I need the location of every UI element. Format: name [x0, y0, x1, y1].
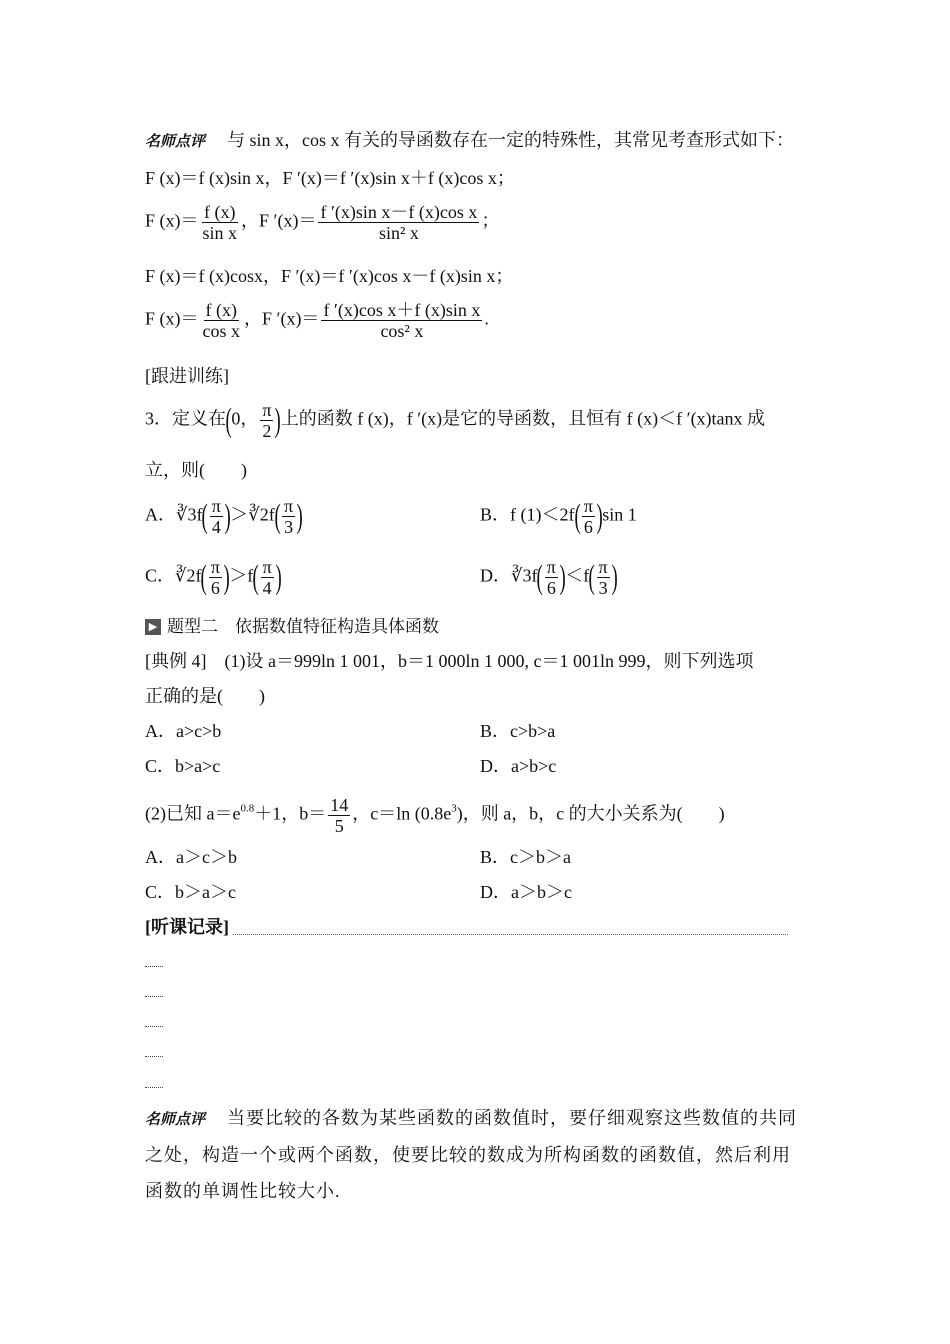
ex4-2-option-b: B．c＞b＞a — [480, 847, 571, 867]
ex4-option-c: C．b>a>c — [145, 756, 221, 776]
question-3-line2: 立，则( ) — [145, 460, 247, 480]
fraction: $\frac{\text{f ′(x)sin x－f (x)cos x}}{\text{sin² x}}$ — [320, 202, 478, 243]
formula-3: F (x)＝f (x)cosx，F ′(x)＝f ′(x)cos x－f (x)sin x； — [145, 266, 514, 286]
option-d: D．∛3f( $\frac{\pi}{6}$ )＜f( $\frac{\pi}{3}$ ) — [480, 557, 618, 598]
notes-heading: [听课记录] — [145, 917, 229, 937]
fraction: $\frac{\pi}{2}$ — [262, 400, 272, 441]
note1-header — [145, 128, 794, 153]
notes-rule — [233, 934, 788, 935]
option-b: B．f (1)＜2f( $\frac{\pi}{6}$ )sin 1 — [480, 496, 637, 537]
question-3: 3．定义在(0， $\frac{\pi}{2}$ )上的函数 f (x)，f ′(x)是它的导函数，且恒有 f (x)＜f ′(x)tanx 成 — [145, 400, 766, 441]
formula-2: F (x)＝ $\frac{f (x)}{\text{sin x}}$ ，F ′(x)＝ $\frac{\text{f ′(x)sin x－f (x)cos x}}{\text{sin² x}}$ ； — [145, 202, 500, 243]
notes-line — [145, 1056, 163, 1057]
ex4-option-b: B．c>b>a — [480, 721, 556, 741]
option-c: C．∛2f( $\frac{\pi}{6}$ )＞f( $\frac{\pi}{4}$ ) — [145, 557, 282, 598]
option-a: A．∛3f( $\frac{\pi}{4}$ )＞∛2f( $\frac{\pi}{3}$ ) — [145, 496, 303, 537]
example-4-line2: 正确的是( ) — [145, 686, 265, 706]
ex4-option-d: D．a>b>c — [480, 756, 557, 776]
practice-heading: [跟进训练] — [145, 366, 229, 386]
formula-4: F (x)＝ $\frac{f (x)}{\text{cos x}}$ ，F ′(x)＝ $\frac{\text{f ′(x)cos x＋f (x)sin x}}{\text{cos² x}}$ . — [145, 300, 489, 341]
fraction: $\frac{\text{f ′(x)cos x＋f (x)sin x}}{\text{cos² x}}$ — [323, 300, 481, 341]
note2-paragraph: 名师点评 当要比较的各数为某些函数的函数值时，要仔细观察这些数值的共同 之处，构造一个或两个函数，使要比较的数成为所构函数的函数值，然后利用 函数的单调性比较大小. — [145, 1108, 798, 1201]
note-tag: 名师点评 — [145, 1110, 206, 1128]
notes-line — [145, 1087, 163, 1088]
notes-line — [145, 966, 163, 967]
ex4-2-option-d: D．a＞b＞c — [480, 882, 572, 902]
example-4-part2: (2)已知 $a=e^{0.8}+1$，b＝ $\frac{14}{5}$ ，c＝ln $(0.8e^3)$，则 a，b，c 的大小关系为( ) — [145, 795, 725, 836]
note-text: 与 sin x，cos x 有关的导函数存在一定的特殊性，其常见考查形式如下： — [227, 130, 795, 150]
notes-line — [145, 1026, 163, 1027]
example-4-line1: [典例 4] (1)设 a＝999ln 1 001，b＝1 000ln 1 000, c＝1 001ln 999，则下列选项 — [145, 651, 754, 671]
ex4-2-option-c: C．b＞a＞c — [145, 882, 236, 902]
formula-1: F (x)＝f (x)sin x，F ′(x)＝f ′(x)sin x＋f (x)cos x； — [145, 168, 515, 188]
fraction: $\frac{f (x)}{\text{sin x}}$ — [202, 202, 238, 243]
play-triangle-icon: ▶ — [145, 619, 161, 635]
fraction: $\frac{f (x)}{\text{cos x}}$ — [202, 300, 240, 341]
section-heading: ▶ 题型二 依据数值特征构造具体函数 — [145, 615, 439, 639]
ex4-2-option-a: A．a＞c＞b — [145, 847, 237, 867]
note-tag: 名师点评 — [145, 132, 206, 150]
ex4-option-a: A．a>c>b — [145, 721, 222, 741]
fraction: $\frac{14}{5}$ — [330, 795, 349, 836]
notes-line — [145, 996, 163, 997]
